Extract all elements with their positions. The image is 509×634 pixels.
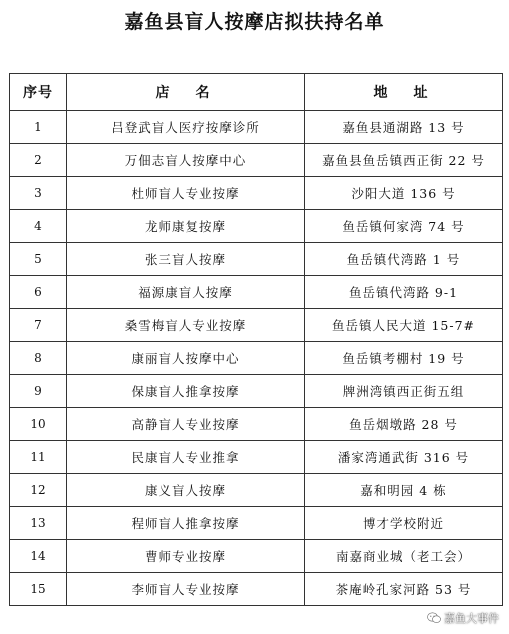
column-header-name: 店 名 bbox=[67, 74, 305, 111]
shop-name: 吕登武盲人医疗按摩诊所 bbox=[67, 111, 305, 144]
row-number: 10 bbox=[10, 408, 67, 441]
row-number: 5 bbox=[10, 243, 67, 276]
row-number: 7 bbox=[10, 309, 67, 342]
shop-name: 程师盲人推拿按摩 bbox=[67, 507, 305, 540]
watermark-text: 嘉鱼大事件 bbox=[444, 612, 499, 625]
shop-name: 福源康盲人按摩 bbox=[67, 276, 305, 309]
shop-address: 鱼岳镇代湾路 1 号 bbox=[305, 243, 503, 276]
table-row bbox=[10, 276, 503, 309]
table-row bbox=[10, 342, 503, 375]
row-number: 3 bbox=[10, 177, 67, 210]
shop-name: 杜师盲人专业按摩 bbox=[67, 177, 305, 210]
row-number: 15 bbox=[10, 573, 67, 606]
shop-address: 潘家湾通武街 316 号 bbox=[305, 441, 503, 474]
shop-address: 博才学校附近 bbox=[305, 507, 503, 540]
shop-name: 康义盲人按摩 bbox=[67, 474, 305, 507]
table-row bbox=[10, 144, 503, 177]
shop-address: 鱼岳镇代湾路 9-1 bbox=[305, 276, 503, 309]
table-row bbox=[10, 540, 503, 573]
shop-name: 万佃志盲人按摩中心 bbox=[67, 144, 305, 177]
shop-address: 鱼岳烟墩路 28 号 bbox=[305, 408, 503, 441]
shop-address: 南嘉商业城（老工会） bbox=[305, 540, 503, 573]
table-row bbox=[10, 177, 503, 210]
table-row bbox=[10, 408, 503, 441]
roster-table bbox=[9, 73, 503, 606]
table-row bbox=[10, 309, 503, 342]
table-row bbox=[10, 573, 503, 606]
shop-name: 康丽盲人按摩中心 bbox=[67, 342, 305, 375]
wechat-icon bbox=[427, 612, 441, 624]
row-number: 14 bbox=[10, 540, 67, 573]
table-row bbox=[10, 474, 503, 507]
shop-address: 牌洲湾镇西正街五组 bbox=[305, 375, 503, 408]
table-row bbox=[10, 441, 503, 474]
shop-name: 高静盲人专业按摩 bbox=[67, 408, 305, 441]
row-number: 11 bbox=[10, 441, 67, 474]
watermark bbox=[427, 610, 499, 626]
shop-address: 嘉鱼县鱼岳镇西正街 22 号 bbox=[305, 144, 503, 177]
shop-address: 鱼岳镇何家湾 74 号 bbox=[305, 210, 503, 243]
row-number: 2 bbox=[10, 144, 67, 177]
shop-name: 李师盲人专业按摩 bbox=[67, 573, 305, 606]
row-number: 12 bbox=[10, 474, 67, 507]
shop-address: 嘉和明园 4 栋 bbox=[305, 474, 503, 507]
row-number: 8 bbox=[10, 342, 67, 375]
table-header-row bbox=[10, 74, 503, 111]
row-number: 1 bbox=[10, 111, 67, 144]
row-number: 13 bbox=[10, 507, 67, 540]
shop-address: 鱼岳镇人民大道 15-7# bbox=[305, 309, 503, 342]
shop-name: 张三盲人按摩 bbox=[67, 243, 305, 276]
shop-name: 龙师康复按摩 bbox=[67, 210, 305, 243]
table-row bbox=[10, 210, 503, 243]
shop-name: 曹师专业按摩 bbox=[67, 540, 305, 573]
shop-address: 沙阳大道 136 号 bbox=[305, 177, 503, 210]
column-header-address: 地 址 bbox=[305, 74, 503, 111]
row-number: 9 bbox=[10, 375, 67, 408]
shop-address: 鱼岳镇考棚村 19 号 bbox=[305, 342, 503, 375]
table-row bbox=[10, 507, 503, 540]
table-row bbox=[10, 111, 503, 144]
row-number: 6 bbox=[10, 276, 67, 309]
column-header-no: 序号 bbox=[10, 74, 67, 111]
page-title: 嘉鱼县盲人按摩店拟扶持名单 bbox=[124, 11, 385, 33]
shop-address: 茶庵岭孔家河路 53 号 bbox=[305, 573, 503, 606]
shop-name: 桑雪梅盲人专业按摩 bbox=[67, 309, 305, 342]
shop-name: 保康盲人推拿按摩 bbox=[67, 375, 305, 408]
row-number: 4 bbox=[10, 210, 67, 243]
shop-name: 民康盲人专业推拿 bbox=[67, 441, 305, 474]
table-row bbox=[10, 375, 503, 408]
table-row bbox=[10, 243, 503, 276]
shop-address: 嘉鱼县通湖路 13 号 bbox=[305, 111, 503, 144]
